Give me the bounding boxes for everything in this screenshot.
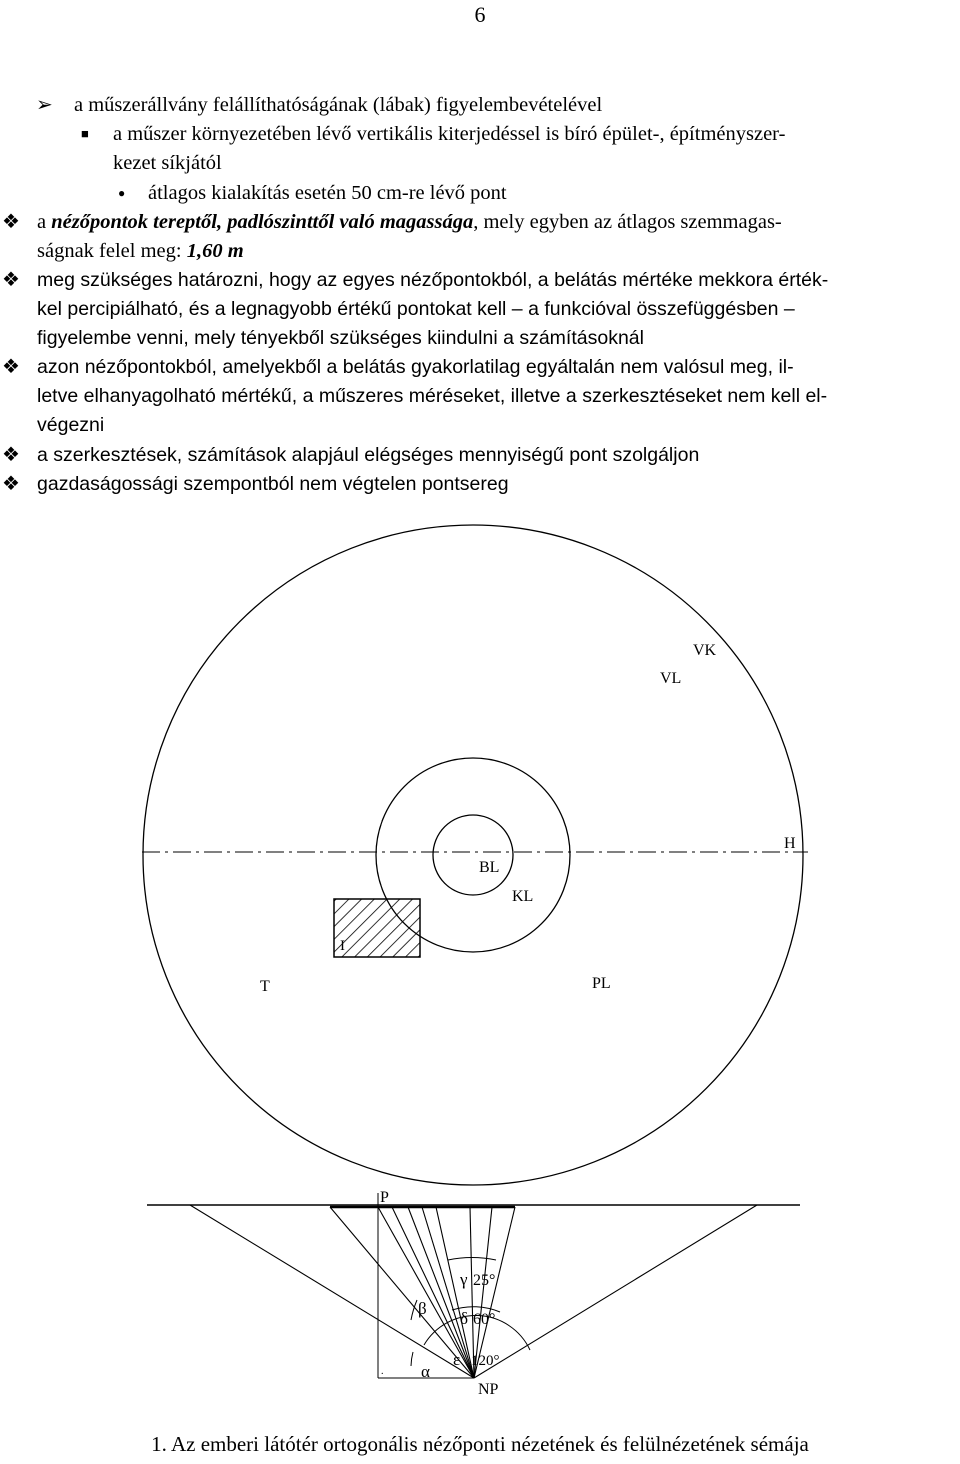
- outer-visual-field-circle: [143, 525, 803, 1185]
- label-p: P: [380, 1189, 389, 1206]
- right-angle-dot: .: [381, 1366, 384, 1377]
- arrow-bullet-icon: ➢: [36, 94, 53, 116]
- label-gamma-value: 25°: [473, 1272, 496, 1289]
- label-i: I: [340, 938, 345, 954]
- item-building-line1: a műszer környezetében lévő vertikális kiterjedéssel is bíró épület-, építményszer-: [113, 123, 786, 145]
- label-h: H: [784, 835, 796, 852]
- label-epsilon: ε: [453, 1350, 461, 1369]
- label-epsilon-value: 120°: [471, 1353, 500, 1369]
- label-gamma: γ: [460, 1270, 468, 1289]
- label-kl: KL: [512, 888, 534, 905]
- item-height-line2: ságnak felel meg: 1,60 m: [37, 240, 244, 262]
- label-delta: δ: [460, 1309, 469, 1328]
- item-building-line2: kezet síkjától: [113, 152, 222, 174]
- label-np: NP: [478, 1381, 499, 1398]
- label-t: T: [260, 978, 270, 995]
- label-bl: BL: [479, 859, 500, 876]
- item-viewpoints-line2: letve elhanyagolható mértékű, a műszeres méréseket, illetve a szerkesztéseket nem kell el-: [37, 385, 828, 407]
- diamond-bullet-icon: ❖: [2, 269, 20, 291]
- item-height-line1: a nézőpontok tereptől, padlószinttől való magassága, mely egyben az átlagos szemmagas-: [37, 211, 782, 233]
- label-delta-value: 60°: [473, 1311, 496, 1328]
- label-vl: VL: [660, 670, 682, 687]
- item-tripod: a műszerállvány felállíthatóságának (lábak) figyelembevételével: [74, 94, 603, 116]
- figure-caption: 1. Az emberi látótér ortogonális nézőponti nézetének és felülnézetének sémája: [151, 1432, 809, 1456]
- obstacle-rectangle: [334, 899, 420, 957]
- angle-arcs: [411, 1258, 530, 1366]
- diamond-bullet-icon: ❖: [2, 444, 20, 466]
- item-sufficient-points: a szerkesztések, számítások alapjául elégséges mennyiségű pont szolgáljon: [37, 444, 700, 466]
- label-vk: VK: [693, 642, 717, 659]
- diamond-bullet-icon: ❖: [2, 356, 20, 378]
- label-pl: PL: [592, 975, 611, 992]
- item-determine-line3: figyelembe venni, mely tényekből szükséges kiindulni a számításoknál: [37, 327, 644, 349]
- square-bullet-icon: ■: [81, 126, 89, 141]
- item-viewpoints-line1: azon nézőpontokból, amelyekből a belátás gyakorlatilag egyáltalán nem valósul meg, il-: [37, 356, 794, 378]
- item-determine-line2: kel percipiálható, és a legnagyobb értékű pontokat kell – a funkcióval összefüggésben –: [37, 298, 795, 320]
- diamond-bullet-icon: ❖: [2, 473, 20, 495]
- inner-circle: [433, 815, 513, 895]
- item-viewpoints-line3: végezni: [37, 414, 105, 436]
- label-alpha: α: [421, 1362, 430, 1381]
- item-economy: gazdaságossági szempontból nem végtelen pontsereg: [37, 473, 509, 495]
- label-beta: β: [418, 1299, 427, 1318]
- diamond-bullet-icon: ❖: [2, 211, 20, 233]
- item-average-point: átlagos kialakítás esetén 50 cm-re lévő pont: [148, 182, 507, 204]
- dot-bullet-icon: ●: [118, 186, 126, 200]
- item-determine-line1: meg szükséges határozni, hogy az egyes nézőpontokból, a belátás mértéke mekkora érték-: [37, 269, 829, 291]
- page-number: 6: [474, 2, 486, 27]
